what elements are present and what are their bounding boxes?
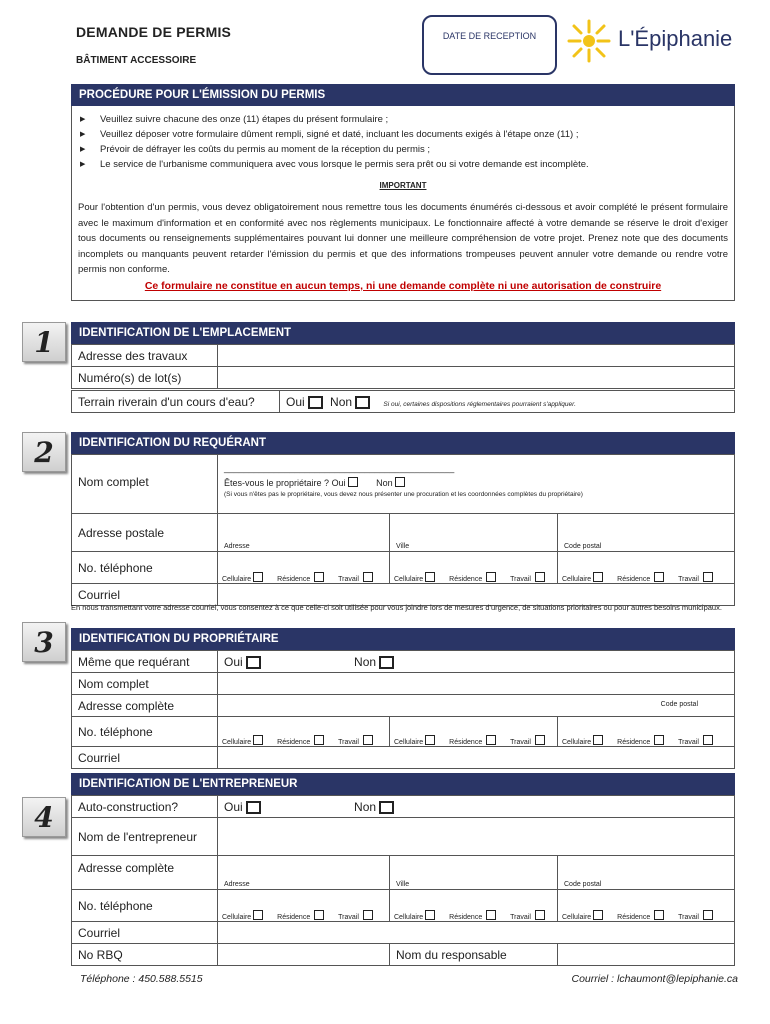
checkbox[interactable] <box>253 910 263 920</box>
adresse-hint: Adresse <box>224 543 250 550</box>
phone-group-2[interactable]: Cellulaire Résidence Travail <box>390 552 558 584</box>
meme-oui-checkbox[interactable] <box>246 656 261 669</box>
lots-label: Numéro(s) de lot(s) <box>72 367 218 389</box>
auto-non-checkbox[interactable] <box>379 801 394 814</box>
list-item: ▶ Prévoir de défrayer les coûts du permis au moment de la réception du permis ; <box>76 142 731 157</box>
section4-table <box>71 795 735 966</box>
address-input[interactable] <box>218 345 735 367</box>
list-item: ▶ Le service de l'urbanisme communiquera avec vous lorsque le permis sera prêt ou si votre demande est incomplète. <box>76 157 731 172</box>
section3-table <box>71 650 735 769</box>
checkbox[interactable] <box>593 572 603 582</box>
non-label: Non <box>376 478 393 488</box>
date-reception-box: DATE DE RECEPTION <box>422 15 557 75</box>
courriel-input[interactable] <box>218 922 735 944</box>
footer-email: Courriel : lchaumont@lepiphanie.ca <box>571 973 738 985</box>
phone-group-1[interactable]: Cellulaire Résidence Travail <box>218 717 390 747</box>
important-label: IMPORTANT <box>379 181 427 190</box>
list-item: ▶ Veuillez déposer votre formulaire dûment rempli, signé et daté, incluant les documents exigés à l'étape onze (11) ; <box>76 127 731 142</box>
phone-group-2[interactable]: Cellulaire Résidence Travail <box>390 890 558 922</box>
checkbox[interactable] <box>703 735 713 745</box>
checkbox[interactable] <box>535 572 545 582</box>
step-number-3: 3 <box>22 622 66 662</box>
oui-label: Oui <box>224 654 243 669</box>
phone-group-3[interactable]: Cellulaire Résidence Travail <box>558 552 735 584</box>
section2-heading: IDENTIFICATION DU REQUÉRANT <box>71 432 735 454</box>
proprietaire-question: Êtes-vous le propriétaire ? <box>224 478 330 488</box>
code-postal-hint: Code postal <box>564 881 602 888</box>
checkbox[interactable] <box>535 910 545 920</box>
nom-complet-label: Nom complet <box>72 455 218 514</box>
ville-input[interactable] <box>390 514 558 552</box>
procedure-heading: PROCÉDURE POUR L'ÉMISSION DU PERMIS <box>71 84 735 106</box>
oui-label: Oui <box>286 394 305 409</box>
code-postal-hint: Code postal <box>564 543 602 550</box>
auto-label: Auto-construction? <box>72 796 218 818</box>
code-postal-input[interactable] <box>558 856 735 890</box>
checkbox[interactable] <box>654 735 664 745</box>
proprietaire-non-checkbox[interactable] <box>395 477 405 487</box>
adresse-postale-label: Adresse postale <box>72 514 218 552</box>
adresse-input[interactable] <box>218 514 390 552</box>
phone-group-3[interactable]: Cellulaire Résidence Travail <box>558 890 735 922</box>
checkbox[interactable] <box>654 910 664 920</box>
checkbox[interactable] <box>593 735 603 745</box>
courriel-label: Courriel <box>72 584 218 606</box>
logo-text: L'Épiphanie <box>618 26 733 51</box>
adresse-complete-input[interactable] <box>218 695 735 717</box>
auto-oui-checkbox[interactable] <box>246 801 261 814</box>
address-label: Adresse des travaux <box>72 345 218 367</box>
checkbox[interactable] <box>363 572 373 582</box>
checkbox[interactable] <box>486 735 496 745</box>
step-number-2: 2 <box>22 432 66 472</box>
nom-entrepreneur-label: Nom de l'entrepreneur <box>72 818 218 856</box>
courriel-label: Courriel <box>72 922 218 944</box>
procedure-paragraph: Pour l'obtention d'un permis, vous devez obligatoirement nous remettre tous les documents énumérés ci-dessous et avoir complété le présent formulaire avec le maximum d'information et en conformité avec nos règlements municipaux. Le fonctionnaire affecté à votre demande se réserve le droit d'exiger tous documents ou renseignements supplémentaires pouvant lui donner une meilleure compréhension de votre projet. Prenez note que des documents incomplets ou manquants peuvent retarder l'émission du permis et que des informations trompeuses peuvent annuler votre demande ou rendre votre permis non conforme. <box>78 202 728 275</box>
rbq-label: No RBQ <box>72 944 218 966</box>
section1-heading: IDENTIFICATION DE L'EMPLACEMENT <box>71 322 735 344</box>
checkbox[interactable] <box>253 572 263 582</box>
riverain-options <box>280 391 735 413</box>
non-label: Non <box>330 394 353 409</box>
proprietaire-oui-checkbox[interactable] <box>348 477 358 487</box>
checkbox[interactable] <box>425 572 435 582</box>
step-number-4: 4 <box>22 797 66 837</box>
footer-phone: Téléphone : 450.588.5515 <box>80 973 203 985</box>
ville-hint: Ville <box>396 881 410 888</box>
riverain-note: Si oui, certaines dispositions réglementaires pourraient s'appliquer. <box>383 400 576 408</box>
oui-label: Oui <box>224 799 243 814</box>
telephone-label: No. téléphone <box>72 717 218 747</box>
section1-table <box>71 344 735 389</box>
telephone-label: No. téléphone <box>72 890 218 922</box>
ville-hint: Ville <box>396 543 410 550</box>
checkbox[interactable] <box>703 572 713 582</box>
checkbox[interactable] <box>425 735 435 745</box>
checkbox[interactable] <box>363 910 373 920</box>
courriel-input[interactable] <box>218 747 735 769</box>
nom-complet-cell[interactable] <box>218 455 735 514</box>
checkbox[interactable] <box>314 572 324 582</box>
adresse-hint: Adresse <box>224 881 250 888</box>
checkbox[interactable] <box>425 910 435 920</box>
checkbox[interactable] <box>486 572 496 582</box>
adresse-complete-label: Adresse complète <box>72 695 218 717</box>
checkbox[interactable] <box>654 572 664 582</box>
checkbox[interactable] <box>314 735 324 745</box>
list-item: ▶ Veuillez suivre chacune des onze (11) étapes du présent formulaire ; <box>76 112 731 127</box>
adresse-complete-label: Adresse complète <box>72 856 218 890</box>
procuration-note: (Si vous n'êtes pas le propriétaire, vous devez nous présenter une procuration et les coordonnées complètes du propriétaire) <box>224 491 583 498</box>
adresse-input[interactable] <box>218 856 390 890</box>
code-postal-hint: Code postal <box>660 701 698 708</box>
form-title: DEMANDE DE PERMIS <box>76 24 232 40</box>
responsable-label: Nom du responsable <box>390 944 558 966</box>
checkbox[interactable] <box>703 910 713 920</box>
name-line: ______________________________________________ <box>224 463 455 473</box>
phone-group-3[interactable]: Cellulaire Résidence Travail <box>558 717 735 747</box>
checkbox[interactable] <box>535 735 545 745</box>
checkbox[interactable] <box>314 910 324 920</box>
oui-label: Oui <box>331 478 346 488</box>
courriel-consent-note: En nous transmettant votre adresse courriel, vous consentez à ce que celle-ci soit utilisée pour vous joindre lors de mesures d'urgence, de situations prioritaires ou pour autres besoins municipaux. <box>71 603 722 612</box>
code-postal-input[interactable] <box>558 514 735 552</box>
nom-complet-input[interactable] <box>218 673 735 695</box>
meme-options <box>218 651 735 673</box>
procedure-list <box>76 112 731 172</box>
non-label: Non <box>354 654 377 669</box>
meme-label: Même que requérant <box>72 651 218 673</box>
section3-heading: IDENTIFICATION DU PROPRIÉTAIRE <box>71 628 735 650</box>
courriel-label: Courriel <box>72 747 218 769</box>
warning-text: Ce formulaire ne constitue en aucun temps, ni une demande complète ni une autorisation de construire <box>144 280 662 292</box>
section4-heading: IDENTIFICATION DE L'ENTREPRENEUR <box>71 773 735 795</box>
section2-table <box>71 454 735 606</box>
non-label: Non <box>354 799 377 814</box>
checkbox[interactable] <box>363 735 373 745</box>
checkbox[interactable] <box>593 910 603 920</box>
responsable-input[interactable] <box>558 944 735 966</box>
phone-group-1[interactable]: Cellulaire Résidence Travail <box>218 890 390 922</box>
nom-entrepreneur-input[interactable] <box>218 818 735 856</box>
riverain-table <box>71 390 735 413</box>
meme-non-checkbox[interactable] <box>379 656 394 669</box>
checkbox[interactable] <box>486 910 496 920</box>
ville-input[interactable] <box>390 856 558 890</box>
riverain-label: Terrain riverain d'un cours d'eau? <box>72 391 280 413</box>
sun-logo-icon <box>566 18 612 64</box>
step-number-1: 1 <box>22 322 66 362</box>
checkbox[interactable] <box>253 735 263 745</box>
auto-options <box>218 796 735 818</box>
phone-group-2[interactable]: Cellulaire Résidence Travail <box>390 717 558 747</box>
nom-complet-label: Nom complet <box>72 673 218 695</box>
rbq-input[interactable] <box>218 944 390 966</box>
lots-input[interactable] <box>218 367 735 389</box>
riverain-oui-checkbox[interactable] <box>308 396 323 409</box>
riverain-non-checkbox[interactable] <box>355 396 370 409</box>
telephone-label: No. téléphone <box>72 552 218 584</box>
form-subtitle: BÂTIMENT ACCESSOIRE <box>76 55 197 66</box>
phone-group-1[interactable]: Cellulaire Résidence Travail <box>218 552 390 584</box>
